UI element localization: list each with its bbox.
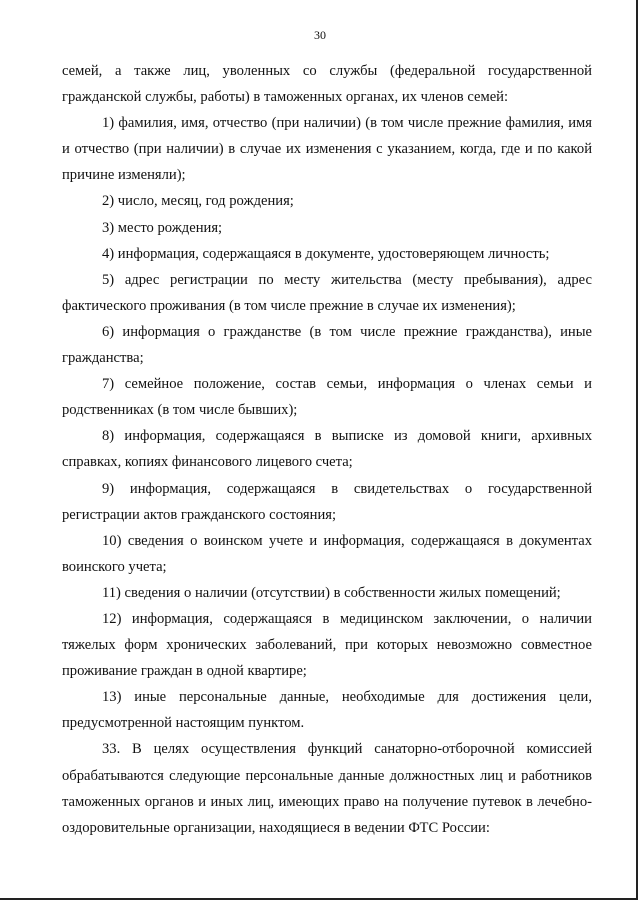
list-item-3: 3) место рождения;	[102, 219, 223, 236]
page-number: 30	[314, 28, 326, 42]
list-item-8: 8) информация, содержащаяся в выписке из домовой книги, архивных справках, копиях финансового лицевого счета;	[62, 428, 592, 471]
list-item-11: 11) сведения о наличии (отсутствии) в собственности жилых помещений;	[102, 584, 561, 601]
list-item-9: 9) информация, содержащаяся в свидетельствах о государственной регистрации актов гражданского состояния;	[62, 480, 592, 523]
list-item-2: 2) число, месяц, год рождения;	[102, 193, 294, 210]
list-item-10: 10) сведения о воинском учете и информация, содержащаяся в документах воинского учета;	[62, 532, 592, 575]
list-item-5: 5) адрес регистрации по месту жительства (месту пребывания), адрес фактического проживания (в том числе прежние в случае их изменения);	[62, 271, 592, 314]
list-item-12: 12) информация, содержащаяся в медицинском заключении, о наличии тяжелых форм хронических заболеваний, при которых невозможно совместное проживание граждан в одной квартире;	[62, 610, 592, 680]
section-33-paragraph: 33. В целях осуществления функций санаторно-отборочной комиссией обрабатываются следующие персональные данные должностных лиц и работников таможенных органов и иных лиц, имеющих право на получение путевок в лечебно-оздоровительные организации, находящиеся в ведении ФТС России:	[62, 741, 592, 836]
list-item-4: 4) информация, содержащаяся в документе, удостоверяющем личность;	[102, 245, 550, 262]
paragraph-continuation: семей, а также лиц, уволенных со службы (федеральной государственной гражданской службы, работы) в таможенных органах, их членов семей:	[62, 63, 592, 106]
list-item-6: 6) информация о гражданстве (в том числе прежние гражданства), иные гражданства;	[62, 323, 592, 367]
list-item-13: 13) иные персональные данные, необходимые для достижения цели, предусмотренной настоящим пунктом.	[62, 689, 592, 732]
document-body	[62, 58, 592, 841]
list-item-1: 1) фамилия, имя, отчество (при наличии) (в том числе прежние фамилия, имя и отчество (при наличии) в случае их изменения с указанием, когда, где и по какой причине изменяли);	[62, 115, 592, 184]
list-item-7: 7) семейное положение, состав семьи, информация о членах семьи и родственниках (в том числе бывших);	[62, 376, 592, 419]
